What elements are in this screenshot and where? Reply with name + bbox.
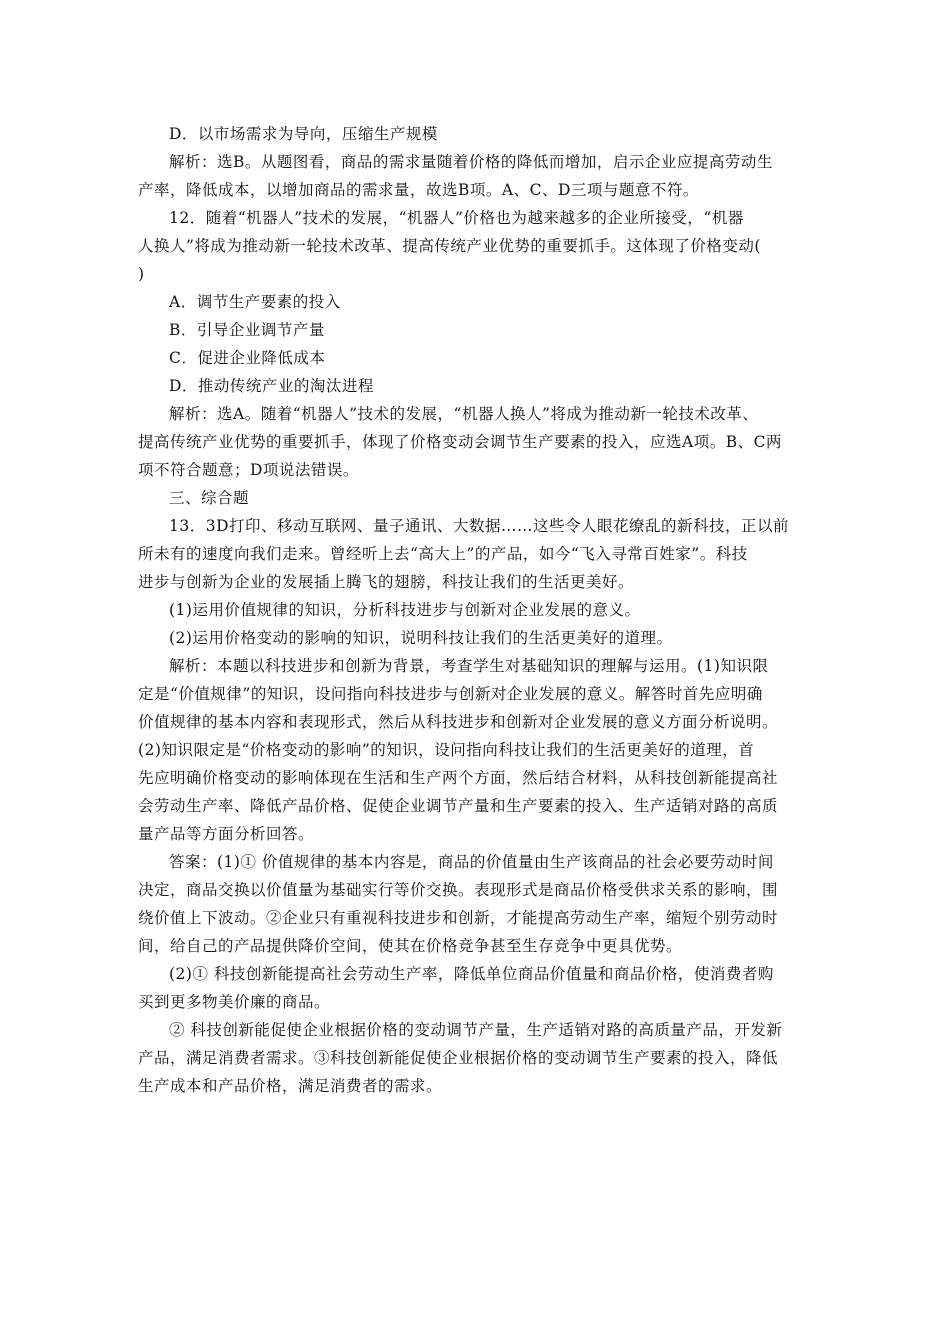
question-12-option-d: D．推动传统产业的淘汰进程 [169,377,374,395]
answer-13-line-4: 间，给自己的产品提供降价空间，使其在价格竞争甚至生存竞争中更具优势。 [138,937,683,955]
section-heading: 三、综合题 [169,489,250,507]
analysis-13-line-6: 会劳动生产率、降低产品价格、促使企业调节产量和生产要素的投入、生产适销对路的高质 [138,797,779,815]
answer-13-line-6: 买到更多物美价廉的商品。 [138,993,331,1011]
answer-13-line-8: 产品，满足消费者需求。③科技创新能促使企业根据价格的变动调节生产要素的投入，降低 [138,1049,779,1067]
analysis-11-line-2: 产率，降低成本，以增加商品的需求量，故选B项。A、C、D三项与题意不符。 [138,181,699,199]
question-13-line-3: 进步与创新为企业的发展插上腾飞的翅膀，科技让我们的生活更美好。 [138,573,635,591]
analysis-12-line-1: 解析：选A。随着“机器人”技术的发展，“机器人换人”将成为推动新一轮技术改革、 [169,405,759,423]
analysis-13-line-1: 解析：本题以科技进步和创新为背景，考查学生对基础知识的理解与运用。(1)知识限 [169,657,769,675]
document-body [138,120,830,1100]
analysis-13-line-3: 价值规律的基本内容和表现形式，然后从科技进步和创新对企业发展的意义方面分析说明。 [138,713,779,731]
analysis-12-line-2: 提高传统产业优势的重要抓手，体现了价格变动会调节生产要素的投入，应选A项。B、C两 [138,433,782,451]
question-13-sub-2: (2)运用价格变动的影响的知识，说明科技让我们的生活更美好的道理。 [169,629,673,647]
answer-13-line-9: 生产成本和产品价格，满足消费者的需求。 [138,1077,443,1095]
answer-13-line-1: 答案：(1)① 价值规律的基本内容是，商品的价值量由生产该商品的社会必要劳动时间 [169,853,774,871]
analysis-11-line-1: 解析：选B。从题图看，商品的需求量随着价格的降低而增加，启示企业应提高劳动生 [169,153,773,171]
analysis-12-line-3: 项不符合题意；D项说法错误。 [138,461,359,479]
question-12-line-3: ) [138,265,145,283]
answer-13-line-5: (2)① 科技创新能提高社会劳动生产率，降低单位商品价值量和商品价格，使消费者购 [169,965,774,983]
answer-13-line-2: 决定，商品交换以价值量为基础实行等价交换。表现形式是商品价格受供求关系的影响，围 [138,881,779,899]
question-13-line-1: 13．3D打印、移动互联网、量子通讯、大数据……这些令人眼花缭乱的新科技，正以前 [169,517,790,535]
analysis-13-line-5: 先应明确价格变动的影响体现在生活和生产两个方面，然后结合材料，从科技创新能提高社 [138,769,779,787]
question-13-line-2: 所未有的速度向我们走来。曾经听上去“高大上”的产品，如今“飞入寻常百姓家”。科技 [138,545,748,563]
question-12-line-2: 人换人”将成为推动新一轮技术改革、提高传统产业优势的重要抓手。这体现了价格变动( [138,237,761,255]
question-12-line-1: 12．随着“机器人”技术的发展，“机器人”价格也为越来越多的企业所接受，“机器 [169,209,744,227]
answer-13-line-7: ② 科技创新能促使企业根据价格的变动调节产量，生产适销对路的高质量产品，开发新 [169,1021,783,1039]
option-d-line: D．以市场需求为导向，压缩生产规模 [169,125,438,143]
analysis-13-line-2: 定是“价值规律”的知识，设问指向科技进步与创新对企业发展的意义。解答时首先应明确 [138,685,763,703]
question-12-option-c: C．促进企业降低成本 [169,349,326,367]
question-12-option-b: B．引导企业调节产量 [169,321,325,339]
analysis-13-line-7: 量产品等方面分析回答。 [138,825,315,843]
question-13-sub-1: (1)运用价值规律的知识，分析科技进步与创新对企业发展的意义。 [169,601,641,619]
analysis-13-line-4: (2)知识限定是“价格变动的影响”的知识，设问指向科技让我们的生活更美好的道理，首 [138,741,755,759]
question-12-option-a: A．调节生产要素的投入 [169,293,341,311]
answer-13-line-3: 绕价值上下波动。②企业只有重视科技进步和创新，才能提高劳动生产率，缩短个别劳动时 [138,909,779,927]
